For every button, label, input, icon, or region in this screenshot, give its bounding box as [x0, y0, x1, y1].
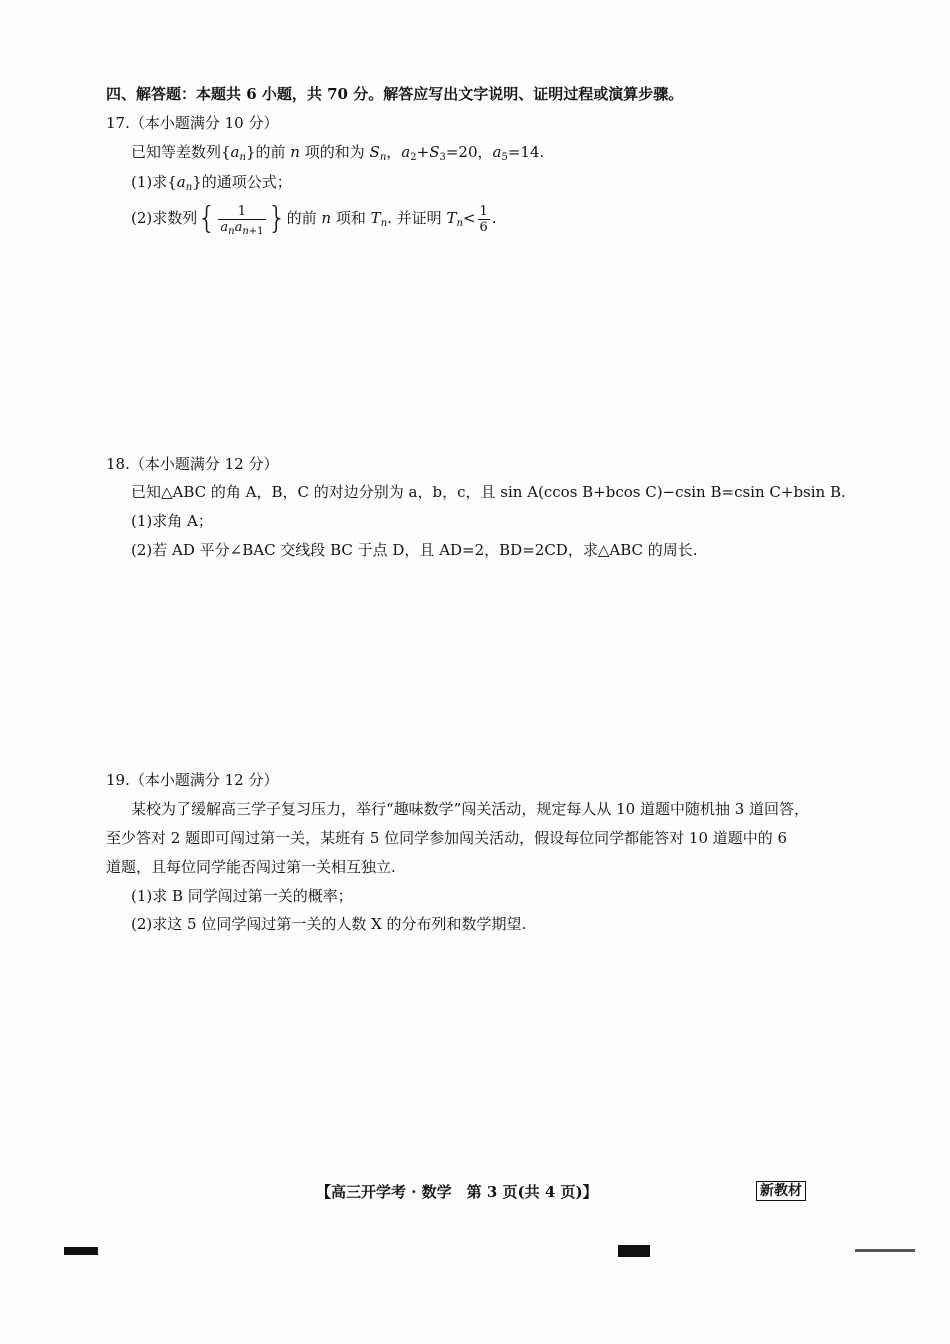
q17-part2: (2)求数列{ $\frac{1}{a_na_{n+1}}$ }的前 n 项和 $T_n$. 并证明 $T_n<$ $\frac{1}{6}$ . — [131, 201, 497, 237]
scan-smudge — [855, 1249, 915, 1252]
registration-mark-right — [618, 1245, 650, 1257]
q17-part1: (1)求$\{a_n\}$的通项公式； — [131, 173, 292, 193]
section-heading: 四、解答题：本题共 6 小题，共 70 分。解答应写出文字说明、证明过程或演算步骤。 — [106, 85, 684, 103]
q18-part2: (2)若 AD 平分∠BAC 交线段 BC 于点 D，且 AD=2，BD=2CD，求△ABC 的周长. — [131, 541, 698, 559]
q17-fraction-sixth: $\frac{1}{6}$ — [479, 203, 488, 235]
q18-stem: 已知△ABC 的角 A，B，C 的对边分别为 a，b，c，且 sin A(ccos B+bcos C)−csin B=csin C+bsin B. — [131, 483, 846, 501]
q19-line1: 某校为了缓解高三学子复习压力，举行“趣味数学”闯关活动，规定每人从 10 道题中随机抽 3 道回答， — [131, 800, 810, 818]
registration-mark-left — [64, 1247, 98, 1255]
page-footer: 【高三开学考 · 数学 第 3 页(共 4 页)】 — [316, 1183, 598, 1201]
q19-part2: (2)求这 5 位同学闯过第一关的人数 X 的分布列和数学期望. — [131, 915, 527, 933]
q19-line3: 道题，且每位同学能否闯过第一关相互独立. — [106, 858, 396, 876]
q19-line2: 至少答对 2 题即可闯过第一关，某班有 5 位同学参加闯关活动，假设每位同学都能答对 10 道题中的 6 — [106, 829, 788, 847]
q17-fraction: $\frac{1}{a_na_{n+1}}$ — [220, 203, 264, 237]
q18-part1: (1)求角 A； — [131, 512, 213, 530]
q17-header: 17.（本小题满分 10 分） — [106, 114, 279, 132]
q19-header: 19.（本小题满分 12 分） — [106, 771, 279, 789]
q18-header: 18.（本小题满分 12 分） — [106, 455, 279, 473]
q19-part1: (1)求 B 同学闯过第一关的概率； — [131, 887, 353, 905]
edition-badge: 新教材 — [756, 1181, 806, 1201]
q17-stem: 已知等差数列$\{a_n\}$的前 n 项的和为 $S_n$，$a_2+S_3=20$，$a_5=14$. — [131, 143, 545, 163]
